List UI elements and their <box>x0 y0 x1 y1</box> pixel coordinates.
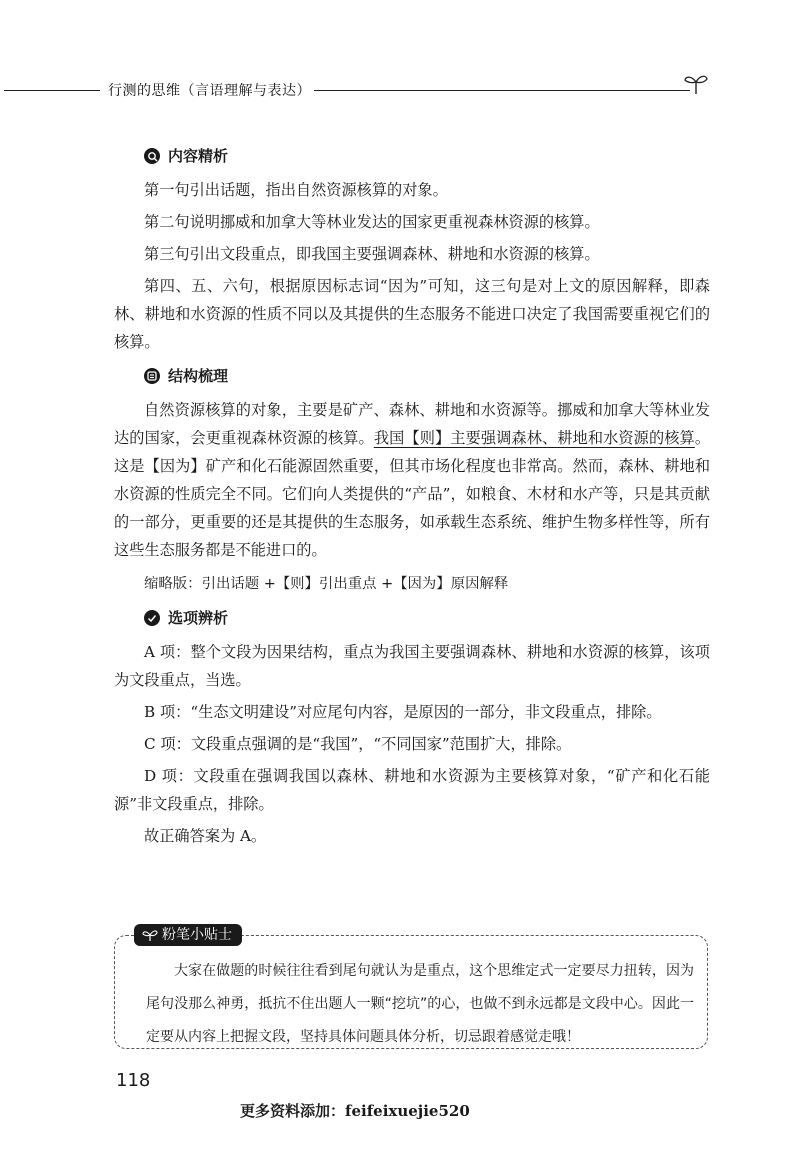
structure-icon <box>144 368 160 384</box>
header-title: 行测的思维（言语理解与表达） <box>108 83 311 99</box>
paragraph: 第二句说明挪威和加拿大等林业发达的国家更重视森林资源的核算。 <box>144 213 600 231</box>
answer-line: 故正确答案为 A。 <box>144 827 267 845</box>
section-title: 内容精析 <box>168 147 229 165</box>
tip-paragraph: 大家在做题的时候往往看到尾句就认为是重点，这个思维定式一定要尽力扭转，因为尾句没那么神勇，抵抗不住出题人一颗“挖坑”的心，也做不到永远都是文段中心。因此一定要从内容上把握文段，坚持具体问题具体分析，切忌跟着感觉走哦！ <box>146 963 694 1045</box>
main-content <box>114 142 710 856</box>
underlined-key-sentence: 我国【则】主要强调森林、耕地和水资源的核算 <box>373 429 695 447</box>
option-d: D 项：文段重在强调我国以森林、耕地和水资源为主要核算对象，“矿产和化石能源”非文段重点，排除。 <box>114 767 710 813</box>
running-header <box>0 78 800 102</box>
leaf-icon <box>142 928 158 942</box>
tip-label-text: 粉笔小贴士 <box>162 927 232 943</box>
text-span: 自然资源核算的对象，主要是矿产、森林、耕地和水资源等。挪威和加拿大等林业发达的国家，会更重视森林资源的核算。 <box>114 401 710 447</box>
paragraph: 第一句引出话题，指出自然资源核算的对象。 <box>144 181 448 199</box>
footer-note: 更多资料添加：feifeixuejie520 <box>240 1102 470 1120</box>
section-title: 结构梳理 <box>168 367 229 385</box>
sprout-icon <box>682 72 710 96</box>
paragraph: 第四、五、六句，根据原因标志词“因为”可知，这三句是对上文的原因解释，即森林、耕地和水资源的性质不同以及其提供的生态服务不能进口决定了我国需要重视它们的核算。 <box>114 277 710 351</box>
paragraph: 第三句引出文段重点，即我国主要强调森林、耕地和水资源的核算。 <box>144 245 600 263</box>
tip-label <box>134 924 242 946</box>
section-heading-options <box>144 604 710 632</box>
options-icon <box>144 610 160 626</box>
option-b: B 项：“生态文明建设”对应尾句内容，是原因的一部分，非文段重点，排除。 <box>144 703 662 721</box>
analysis-icon <box>144 148 160 164</box>
header-rule-right <box>314 90 690 91</box>
summary-line: 缩略版：引出话题 +【则】引出重点 +【因为】原因解释 <box>144 576 509 592</box>
option-a: A 项：整个文段为因果结构，重点为我国主要强调森林、耕地和水资源的核算，该项为文段重点，当选。 <box>114 643 710 689</box>
tip-text <box>146 955 694 1054</box>
section-heading-content-analysis <box>144 142 710 170</box>
section-title: 选项辨析 <box>168 609 229 627</box>
text-span: 。这是【因为】矿产和化石能源固然重要，但其市场化程度也非常高。然而，森林、耕地和水资源的性质完全不同。它们向人类提供的“产品”，如粮食、木材和水产等，只是其贡献的一部分，更重要的还是其提供的生态服务，如承载生态系统、维护生物多样性等，所有这些生态服务都是不能进口的。 <box>114 429 711 559</box>
page-number: 118 <box>116 1070 151 1091</box>
structure-paragraph <box>114 396 710 564</box>
section-heading-structure <box>144 362 710 390</box>
option-c: C 项：文段重点强调的是“我国”，“不同国家”范围扩大，排除。 <box>144 735 572 753</box>
header-rule-left <box>4 90 100 91</box>
